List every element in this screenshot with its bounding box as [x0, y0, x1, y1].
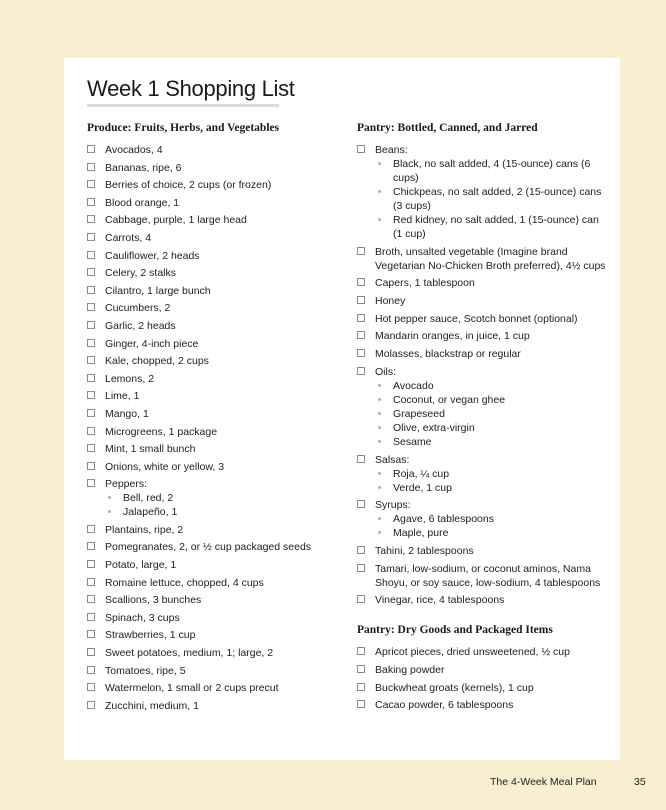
sub-item [375, 421, 607, 435]
checkbox-icon[interactable] [87, 215, 95, 223]
checklist-item-text: Lemons, 2 [105, 372, 155, 385]
checklist-item [357, 544, 607, 558]
checklist-item [87, 249, 327, 263]
checklist-item [87, 196, 327, 210]
checklist-item-text: Broth, unsalted vegetable (Imagine brand Vegetarian No-Chicken Broth preferred), 4½ cups [375, 245, 606, 272]
checkbox-icon[interactable] [357, 367, 365, 375]
checklist-item-text: Avocados, 4 [105, 144, 163, 156]
checklist-item [87, 284, 327, 298]
checklist-item-text: Lime, 1 [105, 390, 140, 403]
checkbox-icon[interactable] [87, 683, 95, 691]
checklist-item-text: Tamari, low-sodium, or coconut aminos, Nama Shoyu, or soy sauce, low-sodium, 4 tablespoons [375, 562, 601, 589]
checkbox-icon[interactable] [357, 647, 365, 655]
checkbox-icon[interactable] [87, 578, 95, 586]
bullet-icon [378, 440, 381, 443]
page-title: Week 1 Shopping List [87, 76, 295, 101]
checklist-item [357, 593, 607, 607]
bullet-icon [378, 531, 381, 534]
pantry-bottled-heading: Pantry: Bottled, Canned, and Jarred [357, 122, 538, 134]
checklist-item [87, 628, 327, 642]
sub-item [375, 467, 607, 481]
checkbox-icon[interactable] [87, 595, 95, 603]
checkbox-icon[interactable] [357, 665, 365, 673]
checkbox-icon[interactable] [87, 427, 95, 435]
checklist-item-text: Tahini, 2 tablespoons [375, 544, 474, 557]
checklist-item [87, 231, 327, 245]
checklist-item-text: Zucchini, medium, 1 [105, 699, 199, 712]
sub-item-text: Olive, extra-virgin [393, 421, 475, 434]
checklist-item-text: Cabbage, purple, 1 large head [105, 214, 247, 227]
checkbox-icon[interactable] [87, 630, 95, 638]
sub-item [375, 185, 607, 213]
checklist-item-text: Baking powder [375, 663, 445, 676]
checkbox-icon[interactable] [87, 163, 95, 171]
bullet-icon [378, 162, 381, 165]
bullet-icon [108, 510, 111, 513]
checklist-item [357, 698, 607, 712]
checklist-item [87, 143, 327, 157]
checkbox-icon[interactable] [357, 595, 365, 603]
checklist-item [87, 266, 327, 280]
checkbox-icon[interactable] [357, 247, 365, 255]
checkbox-icon[interactable] [87, 701, 95, 709]
checkbox-icon[interactable] [357, 349, 365, 357]
checklist-item [357, 645, 607, 659]
bullet-icon [378, 190, 381, 193]
checklist-item-text: Kale, chopped, 2 cups [105, 355, 209, 368]
checkbox-icon[interactable] [357, 683, 365, 691]
checkbox-icon[interactable] [87, 198, 95, 206]
checkbox-icon[interactable] [87, 321, 95, 329]
sub-item-text: Agave, 6 tablespoons [393, 513, 494, 526]
checklist-item-text: Sweet potatoes, medium, 1; large, 2 [105, 647, 274, 660]
sub-item [375, 526, 607, 540]
checklist-item-text: Blood orange, 1 [105, 196, 180, 209]
checklist-item-text: Bananas, ripe, 6 [105, 161, 182, 174]
checklist-item-text: Apricot pieces, dried unsweetened, ½ cup [375, 646, 570, 659]
checkbox-icon[interactable] [357, 145, 365, 153]
checkbox-icon[interactable] [87, 339, 95, 347]
checklist-item-text: Plantains, ripe, 2 [105, 523, 184, 536]
checklist-item [87, 301, 327, 315]
checklist-item-text: Cacao powder, 6 tablespoons [375, 699, 514, 712]
sub-item [375, 407, 607, 421]
checklist-item [87, 389, 327, 403]
checkbox-icon[interactable] [87, 286, 95, 294]
bullet-icon [378, 398, 381, 401]
checkbox-icon[interactable] [357, 314, 365, 322]
checkbox-icon[interactable] [87, 303, 95, 311]
sub-list [105, 491, 327, 519]
sub-item-text: Black, no salt added, 4 (15-ounce) cans (6 cups) [393, 158, 591, 184]
bullet-icon [378, 412, 381, 415]
checklist-item [87, 178, 327, 192]
checklist-item [357, 681, 607, 695]
checklist-item [87, 523, 327, 537]
checklist-item [357, 453, 607, 495]
footer-page-number: 35 [634, 776, 646, 788]
sub-item [375, 157, 607, 185]
checkbox-icon[interactable] [357, 564, 365, 572]
checkbox-icon[interactable] [87, 268, 95, 276]
checklist-item [357, 329, 607, 343]
checklist-item [357, 294, 607, 308]
sub-item-text: Avocado [393, 379, 434, 392]
checkbox-icon[interactable] [87, 391, 95, 399]
sub-item [375, 393, 607, 407]
checklist-item-text: Berries of choice, 2 cups (or frozen) [105, 179, 272, 192]
checklist-item-text: Onions, white or yellow, 3 [105, 460, 225, 473]
bullet-icon [378, 517, 381, 520]
sub-item [375, 435, 607, 449]
checklist-item-text: Mint, 1 small bunch [105, 443, 196, 456]
checklist-item-text: Honey [375, 295, 406, 308]
checklist-item [87, 558, 327, 572]
checkbox-icon[interactable] [357, 700, 365, 708]
sub-item [105, 505, 327, 519]
left-column [87, 121, 327, 716]
checklist-item-text: Cucumbers, 2 [105, 302, 171, 315]
checklist-item-text: Capers, 1 tablespoon [375, 277, 475, 290]
checkbox-icon[interactable] [87, 542, 95, 550]
checklist-item [357, 245, 607, 273]
sub-item [105, 491, 327, 505]
checklist-item-text: Watermelon, 1 small or 2 cups precut [105, 682, 279, 695]
checkbox-icon[interactable] [357, 455, 365, 463]
checklist-item-text: Mandarin oranges, in juice, 1 cup [375, 330, 530, 343]
checkbox-icon[interactable] [357, 500, 365, 508]
checklist-item [87, 442, 327, 456]
checklist-item-text: Ginger, 4-inch piece [105, 337, 199, 350]
checkbox-icon[interactable] [357, 278, 365, 286]
bullet-icon [108, 496, 111, 499]
checklist-item [87, 372, 327, 386]
checkbox-icon[interactable] [87, 233, 95, 241]
checklist-item-text: Garlic, 2 heads [105, 319, 176, 332]
checklist-item-text: Strawberries, 1 cup [105, 629, 196, 642]
checklist-item-text: Scallions, 3 bunches [105, 594, 202, 607]
checkbox-icon[interactable] [87, 374, 95, 382]
sub-item [375, 481, 607, 495]
checklist-item-text: Pomegranates, 2, or ½ cup packaged seeds [105, 541, 312, 554]
checklist-item [87, 337, 327, 351]
checklist-item [357, 562, 607, 590]
checklist-item-text: Oils: [375, 365, 396, 378]
checklist-item [87, 681, 327, 695]
checklist-item [87, 664, 327, 678]
sub-item-text: Red kidney, no salt added, 1 (15-ounce) can (1 cup) [393, 214, 599, 240]
checkbox-icon[interactable] [87, 251, 95, 259]
checklist-item-text: Cilantro, 1 large bunch [105, 284, 211, 297]
pantry-dry-heading: Pantry: Dry Goods and Packaged Items [357, 624, 553, 637]
checklist-item [87, 646, 327, 660]
sub-item [375, 379, 607, 393]
checkbox-icon[interactable] [87, 479, 95, 487]
checklist-item-text: Hot pepper sauce, Scotch bonnet (optional) [375, 312, 578, 325]
checklist-item-text: Mango, 1 [105, 407, 149, 420]
checklist-item [87, 477, 327, 519]
checklist-item-text: Beans: [375, 144, 408, 156]
checkbox-icon[interactable] [87, 613, 95, 621]
checklist-item-text: Syrups: [375, 499, 411, 512]
sub-item-text: Roja, ¼ cup [393, 467, 450, 480]
checklist-item [357, 365, 607, 449]
checkbox-icon[interactable] [357, 331, 365, 339]
checkbox-icon[interactable] [87, 409, 95, 417]
checklist-item-text: Salsas: [375, 453, 410, 466]
pantry-bottled-list [357, 143, 607, 607]
page [64, 58, 620, 760]
checkbox-icon[interactable] [87, 462, 95, 470]
checkbox-icon[interactable] [87, 180, 95, 188]
checkbox-icon[interactable] [87, 525, 95, 533]
checklist-item-text: Romaine lettuce, chopped, 4 cups [105, 576, 264, 589]
checklist-item-text: Molasses, blackstrap or regular [375, 348, 521, 361]
checklist-item [87, 593, 327, 607]
checklist-item-text: Potato, large, 1 [105, 559, 177, 572]
sub-item-text: Jalapeño, 1 [123, 506, 178, 519]
sub-list [375, 512, 607, 540]
checklist-item-text: Buckwheat groats (kernels), 1 cup [375, 681, 534, 694]
checklist-item [357, 312, 607, 326]
checklist-item [87, 540, 327, 554]
checklist-item [87, 161, 327, 175]
sub-item [375, 512, 607, 526]
checkbox-icon[interactable] [87, 444, 95, 452]
produce-heading: Produce: Fruits, Herbs, and Vegetables [87, 122, 280, 134]
checklist-item [357, 663, 607, 677]
bullet-icon [378, 472, 381, 475]
checklist-item-text: Carrots, 4 [105, 231, 152, 244]
checklist-item [87, 407, 327, 421]
checkbox-icon[interactable] [87, 560, 95, 568]
bullet-icon [378, 218, 381, 221]
produce-list [87, 143, 327, 713]
checklist-item-text: Microgreens, 1 package [105, 425, 218, 438]
sub-item-text: Verde, 1 cup [393, 481, 452, 494]
sub-item-text: Maple, pure [393, 527, 449, 540]
checklist-item [87, 611, 327, 625]
sub-item-text: Sesame [393, 435, 432, 448]
sub-item-text: Coconut, or vegan ghee [393, 393, 506, 406]
checkbox-icon[interactable] [357, 296, 365, 304]
bullet-icon [378, 384, 381, 387]
checklist-item-text: Spinach, 3 cups [105, 611, 180, 624]
checklist-item-text: Peppers: [105, 478, 148, 491]
sub-list [375, 379, 607, 449]
bullet-icon [378, 486, 381, 489]
checklist-item [87, 699, 327, 713]
checklist-item-text: Celery, 2 stalks [105, 267, 176, 280]
pantry-dry-list [357, 645, 607, 712]
sub-item-text: Chickpeas, no salt added, 2 (15-ounce) cans (3 cups) [393, 186, 602, 212]
checkbox-icon[interactable] [357, 546, 365, 554]
checklist-item [87, 425, 327, 439]
checklist-item [87, 354, 327, 368]
checklist-item [357, 143, 607, 241]
checkbox-icon[interactable] [87, 648, 95, 656]
checklist-item [357, 498, 607, 540]
checklist-item-text: Cauliflower, 2 heads [105, 249, 200, 262]
sub-list [375, 157, 607, 241]
checklist-item [87, 213, 327, 227]
right-column [357, 121, 607, 716]
checklist-item-text: Tomatoes, ripe, 5 [105, 664, 186, 677]
sub-item [375, 213, 607, 241]
checklist-item [357, 347, 607, 361]
checklist-item [87, 460, 327, 474]
checklist-item-text: Vinegar, rice, 4 tablespoons [375, 594, 505, 607]
checkbox-icon[interactable] [87, 666, 95, 674]
checklist-item [357, 276, 607, 290]
sub-list [375, 467, 607, 495]
checkbox-icon[interactable] [87, 145, 95, 153]
sub-item-text: Grapeseed [393, 407, 445, 420]
bullet-icon [378, 426, 381, 429]
checklist-item [87, 576, 327, 590]
checkbox-icon[interactable] [87, 356, 95, 364]
title-underline [87, 104, 279, 107]
footer-book-title: The 4-Week Meal Plan [490, 776, 597, 788]
sub-item-text: Bell, red, 2 [123, 492, 174, 505]
checklist-item [87, 319, 327, 333]
